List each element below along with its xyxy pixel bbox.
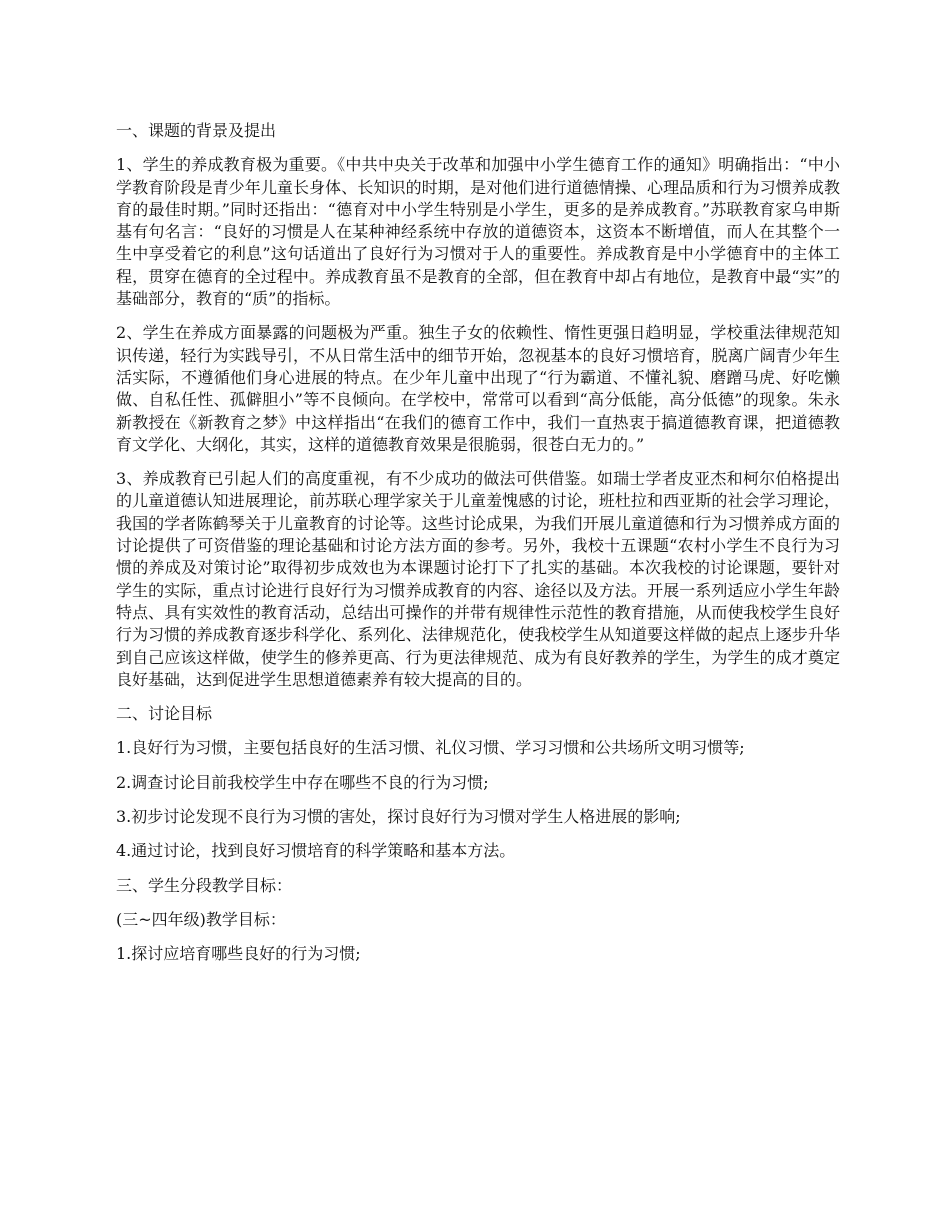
section-heading-stage-goals: 三、学生分段教学目标： [116, 875, 293, 895]
stage-subheading: (三~四年级)教学目标： [116, 909, 286, 929]
paragraph-problems: 2、学生在养成方面暴露的问题极为严重。独生子女的依赖性、惰性更强日趋明显，学校重法律规范知识传递，轻行为实践导引，不从日常生活中的细节开始，忽视基本的良好习惯培育，脱离广阔青少年生活实际，不遵循他们身心进展的特点。在少年儿童中出现了“行为霸道、不懂礼貌、磨蹭马虎、好吃懒做、自私任性、孤僻胆小”等不良倾向。在学校中，常常可以看到“高分低能，高分低德”的现象。朱永新教授在《新教育之梦》中这样指出“在我们的德育工作中，我们一直热衷于搞道德教育课，把道德教育文学化、大纲化，其实，这样的道德教育效果是很脆弱，很苍白无力的。” [116, 323, 840, 454]
goal-item-1: 1.良好行为习惯，主要包括良好的生活习惯、礼仪习惯、学习习惯和公共场所文明习惯等; [116, 738, 745, 758]
goal-item-4: 4.通过讨论，找到良好习惯培育的科学策略和基本方法。 [116, 841, 516, 861]
section-heading-goals: 二、讨论目标 [116, 704, 213, 724]
goal-item-2: 2.调查讨论目前我校学生中存在哪些不良的行为习惯; [116, 772, 489, 792]
document-page [116, 120, 840, 978]
stage-item-1: 1.探讨应培育哪些良好的行为习惯; [116, 944, 361, 964]
paragraph-attention: 3、养成教育已引起人们的高度重视，有不少成功的做法可供借鉴。如瑞士学者皮亚杰和柯尔伯格提出的儿童道德认知进展理论，前苏联心理学家关于儿童羞愧感的讨论，班杜拉和西亚斯的社会学习理论，我国的学者陈鹤琴关于儿童教育的讨论等。这些讨论成果，为我们开展儿童道德和行为习惯养成方面的讨论提供了可资借鉴的理论基础和讨论方法方面的参考。另外，我校十五课题“农村小学生不良行为习惯的养成及对策讨论”取得初步成效也为本课题讨论打下了扎实的基础。本次我校的讨论课题，要针对学生的实际，重点讨论进行良好行为习惯养成教育的内容、途径以及方法。开展一系列适应小学生年龄特点、具有实效性的教育活动，总结出可操作的并带有规律性示范性的教育措施，从而使我校学生良好行为习惯的养成教育逐步科学化、系列化、法律规范化，使我校学生从知道要这样做的起点上逐步升华到自己应该这样做，使学生的修养更高、行为更法律规范、成为有良好教养的学生，为学生的成才奠定良好基础，达到促进学生思想道德素养有较大提高的目的。 [116, 469, 840, 689]
goal-item-3: 3.初步讨论发现不良行为习惯的害处，探讨良好行为习惯对学生人格进展的影响; [116, 807, 681, 827]
section-heading-background: 一、课题的背景及提出 [116, 121, 277, 140]
paragraph-importance: 1、学生的养成教育极为重要。《中共中央关于改革和加强中小学生德育工作的通知》明确指出：“中小学教育阶段是青少年儿童长身体、长知识的时期，是对他们进行道德情操、心理品质和行为习惯养成教育的最佳时期。”同时还指出：“德育对中小学生特别是小学生，更多的是养成教育。”苏联教育家乌申斯基有句名言：“良好的习惯是人在某种神经系统中存放的道德资本，这资本不断增值，而人在其整个一生中享受着它的利息”这句话道出了良好行为习惯对于人的重要性。养成教育是中小学德育中的主体工程，贯穿在德育的全过程中。养成教育虽不是教育的全部，但在教育中却占有地位，是教育中最“实”的基础部分，教育的“质”的指标。 [116, 155, 840, 309]
